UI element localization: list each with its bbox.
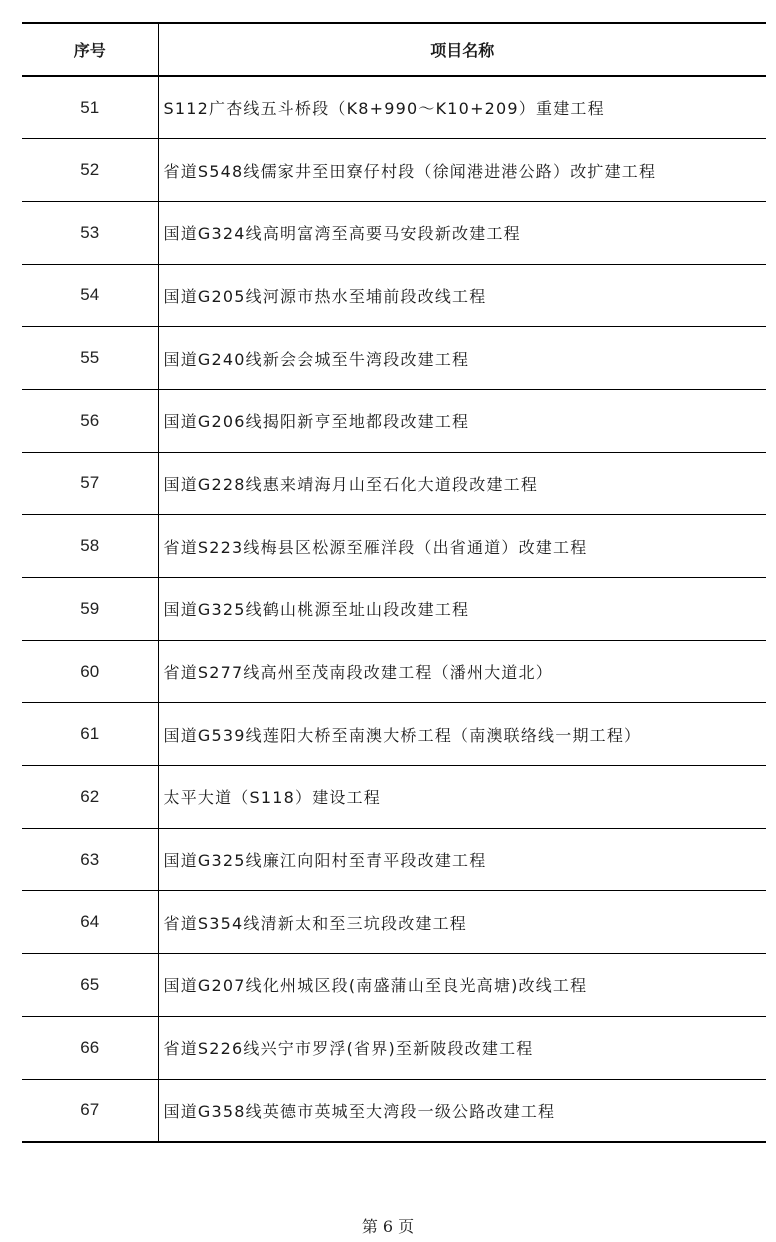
table-row [22,1079,766,1142]
row-index: 62 [22,766,158,829]
table-row [22,389,766,452]
row-index: 64 [22,891,158,954]
page-number: 第 6 页 [361,1217,415,1236]
row-project-name: 国道G539线莲阳大桥至南澳大桥工程（南澳联络线一期工程） [158,703,766,766]
table-header-row [22,23,766,76]
row-index: 60 [22,640,158,703]
row-project-name: S112广杏线五斗桥段（K8+990～K10+209）重建工程 [158,76,766,139]
table-row [22,891,766,954]
row-project-name: 国道G324线高明富湾至高要马安段新改建工程 [158,201,766,264]
table-row [22,452,766,515]
header-project-name: 项目名称 [158,23,766,76]
row-index: 59 [22,578,158,641]
table-row [22,76,766,139]
table-row [22,703,766,766]
row-index: 55 [22,327,158,390]
row-project-name: 太平大道（S118）建设工程 [158,766,766,829]
row-index: 56 [22,389,158,452]
table-row [22,264,766,327]
row-project-name: 省道S226线兴宁市罗浮(省界)至新陂段改建工程 [158,1016,766,1079]
row-project-name: 国道G206线揭阳新亨至地都段改建工程 [158,389,766,452]
row-project-name: 省道S548线儒家井至田寮仔村段（徐闻港进港公路）改扩建工程 [158,139,766,202]
row-index: 57 [22,452,158,515]
row-index: 54 [22,264,158,327]
table-row [22,515,766,578]
project-table-container [22,22,766,1143]
row-project-name: 省道S277线高州至茂南段改建工程（潘州大道北） [158,640,766,703]
row-project-name: 国道G207线化州城区段(南盛蒲山至良光高塘)改线工程 [158,954,766,1017]
row-index: 66 [22,1016,158,1079]
row-project-name: 省道S223线梅县区松源至雁洋段（出省通道）改建工程 [158,515,766,578]
table-row [22,954,766,1017]
row-project-name: 国道G325线廉江向阳村至青平段改建工程 [158,828,766,891]
row-project-name: 国道G228线惠来靖海月山至石化大道段改建工程 [158,452,766,515]
table-row [22,201,766,264]
table-row [22,1016,766,1079]
table-row [22,139,766,202]
row-index: 51 [22,76,158,139]
row-index: 61 [22,703,158,766]
row-project-name: 国道G358线英德市英城至大湾段一级公路改建工程 [158,1079,766,1142]
row-index: 58 [22,515,158,578]
row-project-name: 国道G205线河源市热水至埔前段改线工程 [158,264,766,327]
row-project-name: 国道G240线新会会城至牛湾段改建工程 [158,327,766,390]
project-table [22,22,766,1143]
row-index: 52 [22,139,158,202]
table-row [22,828,766,891]
row-project-name: 省道S354线清新太和至三坑段改建工程 [158,891,766,954]
table-row [22,640,766,703]
table-row [22,766,766,829]
row-index: 65 [22,954,158,1017]
row-index: 63 [22,828,158,891]
header-index: 序号 [22,23,158,76]
table-row [22,578,766,641]
table-row [22,327,766,390]
row-project-name: 国道G325线鹤山桃源至址山段改建工程 [158,578,766,641]
row-index: 53 [22,201,158,264]
row-index: 67 [22,1079,158,1142]
